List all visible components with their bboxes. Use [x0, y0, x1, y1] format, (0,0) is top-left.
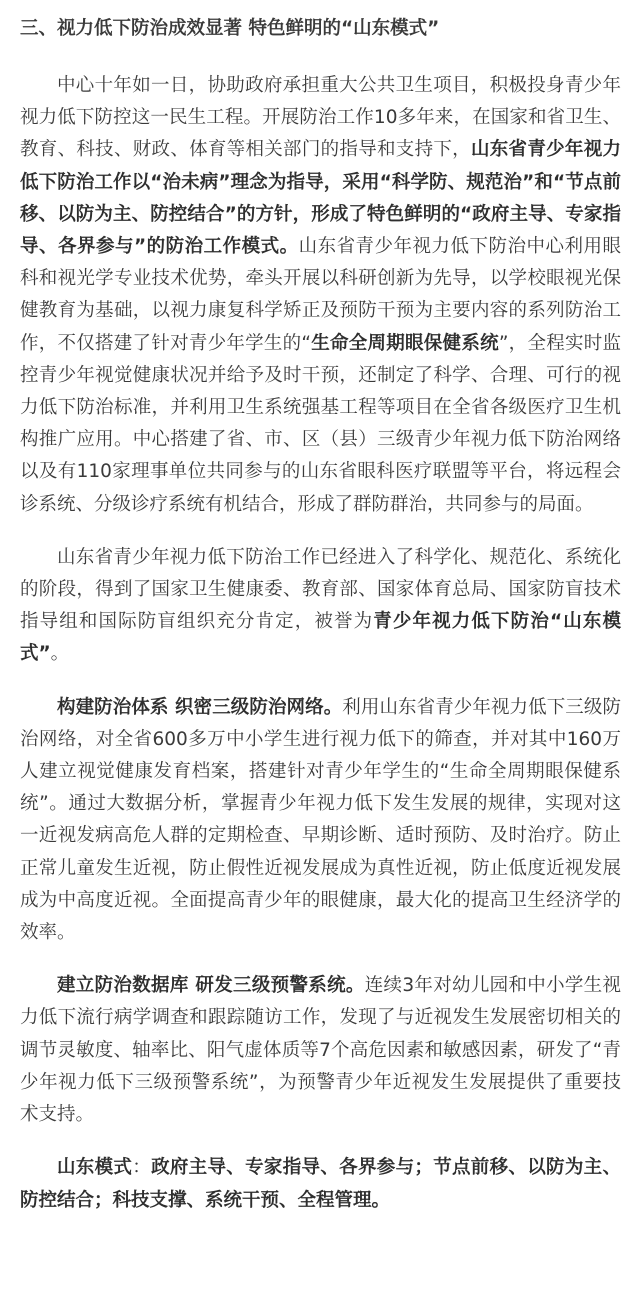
paragraph-database	[20, 970, 621, 1131]
bold-text: 青少年视力低下防治“山东模式”	[20, 611, 621, 665]
bold-lead: 构建防治体系 织密三级防治网络。	[57, 696, 343, 718]
paragraph-text: 利用山东省青少年视力低下三级防治网络，对全省600多万中小学生进行视力低下的筛查，并对其中160万人建立视觉健康发育档案，搭建针对青少年学生的“生命全周期眼保健系统”。通过大数据分析，掌握青少年视力低下发生发展的规律，实现对这一近视发病高危人群的定期检查、早期诊断、适时预防、及时治疗。防止正常儿童发生近视，防止假性近视发展成为真性近视，防止低度近视发展成为中高度近视。全面提高青少年的眼健康，最大化的提高卫生经济学的效率。	[20, 696, 621, 944]
paragraph-text: 山东省青少年视力低下防治工作已经进入了科学化、规范化、系统化的阶段，得到了国家卫生健康委、教育部、国家体育总局、国家防盲技术指导组和国际防盲组织充分肯定，被誉为	[20, 546, 621, 633]
bold-text: 山东省青少年视力低下防治工作以“治未病”理念为指导，采用“科学防、规范治”和“节点前移、以防为主、防控结合”的方针，形成了特色鲜明的“政府主导、专家指导、各界参与”的防治工作模式。	[20, 139, 621, 258]
paragraph-overview	[20, 70, 621, 521]
paragraph-network	[20, 692, 621, 950]
paragraph-text: ”，全程实时监控青少年视觉健康状况并给予及时干预，还制定了科学、合理、可行的视力低下防治标准，并利用卫生系统强基工程等项目在全省各级医疗卫生机构推广应用。中心搭建了省、市、区（县）三级青少年视力低下防治网络以及有110家理事单位共同参与的山东省眼科医疗联盟等平台，将远程会诊系统、分级诊疗系统有机结合，形成了群防群治，共同参与的局面。	[20, 332, 621, 515]
paragraph-text: 山东省青少年视力低下防治中心利用眼科和视光学专业技术优势，牵头开展以科研创新为先导，以学校眼视光保健教育为基础，以视力康复科学矫正及预防干预为主要内容的系列防治工作，不仅搭建了针对青少年学生的“	[20, 236, 621, 354]
section-heading: 三、视力低下防治成效显著 特色鲜明的“山东模式”	[20, 18, 440, 39]
paragraph-recognition	[20, 542, 621, 671]
bold-lead: 建立防治数据库 研发三级预警系统。	[57, 975, 365, 997]
bold-text: 生命全周期眼保健系统	[310, 332, 499, 354]
bold-text: 政府主导、专家指导、各界参与；节点前移、以防为主、防控结合；科技支撑、系统干预、全程管理。	[20, 1157, 621, 1211]
paragraph-text: 。	[50, 643, 70, 665]
paragraph-text: ：	[132, 1157, 152, 1179]
paragraph-text: 中心十年如一日，协助政府承担重大公共卫生项目，积极投身青少年视力低下防控这一民生工程。开展防治工作10多年来，在国家和省卫生、教育、科技、财政、体育等相关部门的指导和支持下，	[20, 75, 621, 161]
paragraph-text: 连续3年对幼儿园和中小学生视力低下流行病学调查和跟踪随访工作，发现了与近视发生发展密切相关的调节灵敏度、轴率比、阳气虚体质等7个高危因素和敏感因素，研发了“青少年视力低下三级预警系统”，为预警青少年近视发生发展提供了重要技术支持。	[20, 975, 621, 1126]
bold-lead: 山东模式	[57, 1157, 133, 1179]
paragraph-model-summary	[20, 1152, 621, 1216]
